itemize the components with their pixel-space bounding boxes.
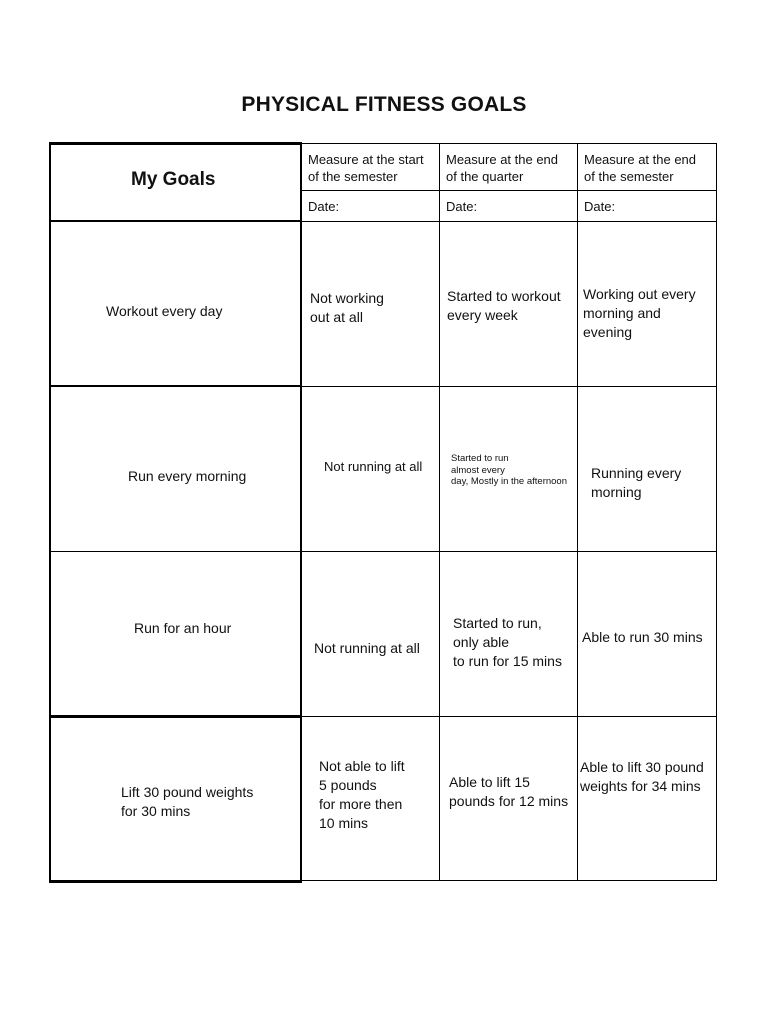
- row-divider-2: [50, 551, 717, 552]
- quarter-measure-cell: Started to run almost every day, Mostly in the afternoon: [451, 453, 567, 487]
- row-divider-1: [50, 385, 302, 387]
- start-measure-cell: Not able to lift 5 pounds for more then 10 mins: [319, 758, 405, 831]
- date-field-quarter: Date:: [446, 199, 478, 214]
- table-top-border-right: [301, 143, 717, 144]
- my-goals-heading: My Goals: [131, 169, 216, 190]
- semester-measure-cell: Working out every morning and evening: [583, 286, 696, 340]
- quarter-measure-cell: Able to lift 15 pounds for 12 mins: [449, 774, 569, 809]
- table-top-border: [50, 142, 302, 145]
- header-bottom-border: [50, 220, 302, 222]
- table-left-border: [49, 142, 51, 883]
- goal-cell: Run every morning: [128, 468, 247, 484]
- goal-cell: Run for an hour: [134, 620, 232, 636]
- row-divider-3-right: [301, 716, 717, 717]
- table-bottom-border: [50, 880, 302, 883]
- quarter-measure-cell: Started to run, only able to run for 15 mins: [453, 615, 562, 669]
- goals-column-divider: [300, 142, 302, 883]
- semester-measure-cell: Able to lift 30 pound weights for 34 mins: [580, 759, 704, 794]
- header-bottom-border-right: [301, 221, 717, 222]
- table-bottom-border-right: [301, 880, 717, 881]
- start-measure-cell: Not working out at all: [310, 290, 384, 325]
- page-title: PHYSICAL FITNESS GOALS: [241, 93, 527, 116]
- goal-cell: Workout every day: [106, 303, 223, 319]
- column-header-start: Measure at the start of the semester: [308, 152, 424, 184]
- header-divider: [301, 190, 717, 191]
- column-divider-2: [439, 143, 440, 881]
- date-field-semester: Date:: [584, 199, 616, 214]
- start-measure-cell: Not running at all: [314, 640, 420, 656]
- date-field-start: Date:: [308, 199, 340, 214]
- quarter-measure-cell: Started to workout every week: [447, 288, 561, 323]
- row-divider-1-right: [301, 386, 717, 387]
- column-header-quarter: Measure at the end of the quarter: [446, 152, 559, 184]
- table-right-border: [716, 143, 717, 881]
- goal-cell: Lift 30 pound weights for 30 mins: [121, 784, 254, 819]
- column-divider-3: [577, 143, 578, 881]
- start-measure-cell: Not running at all: [324, 459, 423, 474]
- semester-measure-cell: Able to run 30 mins: [582, 629, 703, 645]
- row-divider-3: [50, 715, 302, 718]
- semester-measure-cell: Running every morning: [591, 465, 682, 500]
- column-header-semester: Measure at the end of the semester: [584, 152, 697, 184]
